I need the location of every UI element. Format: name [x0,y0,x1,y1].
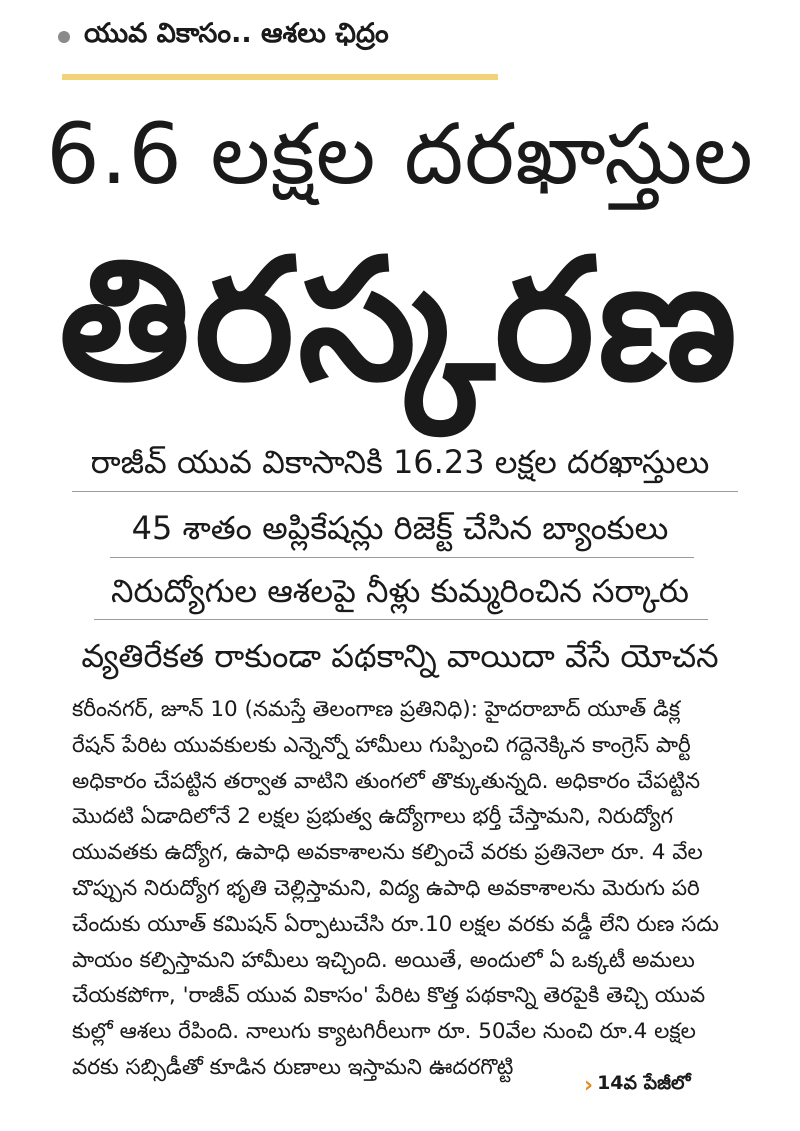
kicker-underline [62,74,498,80]
deck-line-4: వ్యతిరేకత రాకుండా పథకాన్ని వాయిదా వేసే యోచన [81,637,719,675]
body-line: చేందుకు యూత్ కమిషన్ ఏర్పాటుచేసి రూ.10 లక్షల వరకు వడ్డీ లేని రుణ సదు [72,911,719,937]
deck-divider-3 [94,619,708,620]
body-line: అధికారం చేపట్టిన తర్వాత వాటిని తుంగలో తొక్కుతున్నది. అధికారం చేపట్టిన [72,768,701,794]
deck-divider-1 [72,491,738,492]
body-line: చేయకపోగా, 'రాజీవ్ యువ వికాసం' పేరిట కొత్త పథకాన్ని తెరపైకి తెచ్చి యువ [72,983,706,1009]
headline-line-2: తిరస్కరణ [59,222,741,418]
body-line: కరీంనగర్, జూన్ 10 (నమస్తే తెలంగాణ ప్రతినిధి): హైదరాబాద్ యూత్ డిక్ల [72,697,681,722]
kicker-text: యువ వికాసం.. ఆశలు ఛిద్రం [84,18,389,49]
headline-line-1: 6.6 లక్షల దరఖాస్తుల [46,105,754,203]
body-line: రేషన్ పేరిట యువకులకు ఎన్నెన్నో హామీలు గుప్పించి గద్దెనెక్కిన కాంగ్రెస్ పార్టీ [72,732,691,758]
deck-divider-2 [110,557,694,558]
body-line: కుల్లో ఆశలు రేపింది. నాలుగు క్యాటగిరీలుగా రూ. 50వేల నుంచి రూ.4 లక్షల [72,1019,696,1045]
bullet-dot-icon [58,31,70,43]
body-line: యువతకు ఉద్యోగ, ఉపాధి అవకాశాలను కల్పించే వరకు ప్రతినెలా రూ. 4 వేల [72,840,703,866]
deck-line-3: నిరుద్యోగుల ఆశలపై నీళ్లు కుమ్మరించిన సర్కారు [111,572,689,610]
body-line: పాయం కల్పిస్తామని హామీలు ఇచ్చింది. అయితే, అందులో ఏ ఒక్కటీ అమలు [72,947,695,973]
deck-line-2: 45 శాతం అప్లికేషన్లు రిజెక్ట్ చేసిన బ్యాంకులు [131,509,669,547]
continued-label: 14వ పేజీలో [597,1072,691,1094]
continued-on-page[interactable] [584,1072,691,1099]
body-line: మొదటి ఏడాదిలోనే 2 లక్షల ప్రభుత్వ ఉద్యోగాలు భర్తీ చేస్తామని, నిరుద్యోగ [72,804,674,830]
body-line: చొప్పున నిరుద్యోగ భృతి చెల్లిస్తామని, విద్య ఉపాధి అవకాశాలను మెరుగు పరి [72,875,700,901]
chevron-right-icon: › [584,1073,594,1098]
body-line: వరకు సబ్సిడీతో కూడిన రుణాలు ఇస్తామని ఊదరగొట్టి [72,1054,514,1080]
article-body [72,692,762,1086]
deck-line-1: రాజీవ్ యువ వికాసానికి 16.23 లక్షల దరఖాస్తులు [90,443,710,481]
kicker [58,18,389,56]
